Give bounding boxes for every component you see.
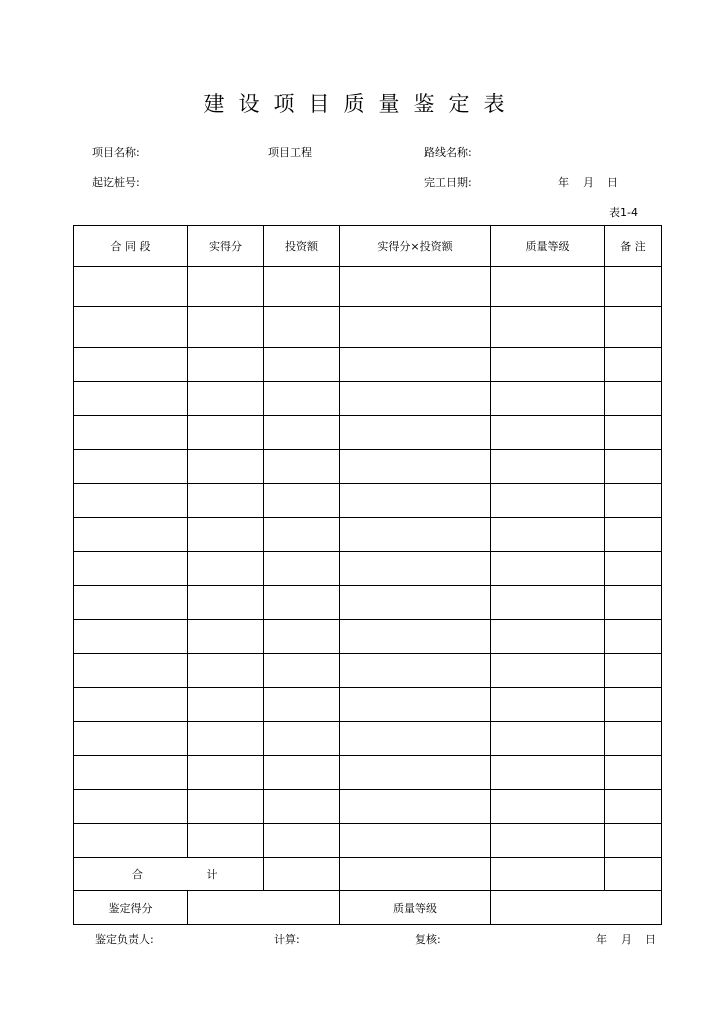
cell[interactable]: [491, 552, 605, 586]
table-row: [74, 586, 662, 620]
cell[interactable]: [188, 586, 264, 620]
cell[interactable]: [340, 450, 491, 484]
cell[interactable]: [74, 267, 188, 307]
page-title-text: 建设项目质量鉴定表: [203, 92, 519, 116]
table-row: [74, 654, 662, 688]
table-row: [74, 518, 662, 552]
cell[interactable]: [74, 382, 188, 416]
cell[interactable]: [188, 348, 264, 382]
cell[interactable]: [188, 824, 264, 858]
cell[interactable]: [605, 382, 662, 416]
cell[interactable]: [74, 586, 188, 620]
cell[interactable]: [74, 552, 188, 586]
assessment-score-value[interactable]: [188, 891, 340, 925]
cell[interactable]: [491, 688, 605, 722]
cell[interactable]: [491, 450, 605, 484]
cell[interactable]: [491, 267, 605, 307]
cell[interactable]: [74, 348, 188, 382]
cell[interactable]: [188, 552, 264, 586]
cell[interactable]: [188, 450, 264, 484]
cell[interactable]: [264, 518, 340, 552]
cell[interactable]: [74, 688, 188, 722]
table-row: [74, 824, 662, 858]
quality-assessment-table: [73, 225, 662, 925]
cell[interactable]: [264, 688, 340, 722]
cell[interactable]: [74, 824, 188, 858]
header-remarks: 备 注: [605, 226, 662, 267]
cell[interactable]: [340, 756, 491, 790]
cell[interactable]: [264, 620, 340, 654]
cell[interactable]: [491, 824, 605, 858]
cell[interactable]: [605, 348, 662, 382]
cell[interactable]: [340, 382, 491, 416]
cell[interactable]: [605, 586, 662, 620]
table-row: [74, 688, 662, 722]
cell[interactable]: [74, 654, 188, 688]
table-row: [74, 756, 662, 790]
cell[interactable]: [605, 552, 662, 586]
cell[interactable]: [188, 518, 264, 552]
cell[interactable]: [264, 722, 340, 756]
cell[interactable]: [605, 688, 662, 722]
table-row: [74, 790, 662, 824]
cell[interactable]: [340, 348, 491, 382]
cell[interactable]: [605, 620, 662, 654]
station-label: 起讫桩号:: [92, 176, 140, 189]
cell[interactable]: [188, 267, 264, 307]
date-day: 日: [607, 176, 618, 189]
cell[interactable]: [188, 484, 264, 518]
project-type-value: 项目工程: [268, 146, 312, 159]
cell[interactable]: [188, 307, 264, 348]
cell[interactable]: [74, 416, 188, 450]
cell[interactable]: [491, 484, 605, 518]
cell[interactable]: [605, 450, 662, 484]
total-label-ji: 计: [206, 868, 218, 881]
total-investment-cell[interactable]: [264, 858, 340, 891]
cell[interactable]: [74, 484, 188, 518]
assessment-grade-label: 质量等级: [340, 891, 491, 925]
table-row: [74, 450, 662, 484]
cell[interactable]: [340, 620, 491, 654]
cell[interactable]: [491, 348, 605, 382]
cell[interactable]: [340, 267, 491, 307]
total-label-cell: [74, 858, 264, 891]
total-label-he: 合: [132, 868, 143, 881]
cell[interactable]: [491, 307, 605, 348]
cell[interactable]: [340, 688, 491, 722]
cell[interactable]: [74, 450, 188, 484]
cell[interactable]: [491, 382, 605, 416]
reviewed-by-label: 复核:: [415, 933, 441, 946]
total-remarks-cell[interactable]: [605, 858, 662, 891]
cell[interactable]: [491, 586, 605, 620]
cell[interactable]: [188, 416, 264, 450]
cell[interactable]: [74, 756, 188, 790]
cell[interactable]: [605, 267, 662, 307]
cell[interactable]: [264, 348, 340, 382]
cell[interactable]: [340, 307, 491, 348]
footer-date-month: 月: [621, 933, 632, 946]
cell[interactable]: [340, 518, 491, 552]
cell[interactable]: [605, 518, 662, 552]
cell[interactable]: [340, 824, 491, 858]
cell[interactable]: [74, 307, 188, 348]
header-quality-grade: 质量等级: [491, 226, 605, 267]
cell[interactable]: [188, 722, 264, 756]
cell[interactable]: [188, 756, 264, 790]
assessment-score-label: 鉴定得分: [74, 891, 188, 925]
cell[interactable]: [491, 518, 605, 552]
cell[interactable]: [491, 722, 605, 756]
cell[interactable]: [188, 688, 264, 722]
cell[interactable]: [264, 790, 340, 824]
cell[interactable]: [491, 756, 605, 790]
completion-date-label: 完工日期:: [424, 176, 472, 189]
table-row: [74, 267, 662, 307]
cell[interactable]: [491, 620, 605, 654]
cell[interactable]: [264, 756, 340, 790]
cell[interactable]: [74, 790, 188, 824]
table-row: [74, 382, 662, 416]
total-row: [74, 858, 662, 891]
cell[interactable]: [188, 654, 264, 688]
calculated-by-label: 计算:: [274, 933, 300, 946]
header-contract-section: 合 同 段: [74, 226, 188, 267]
cell[interactable]: [340, 416, 491, 450]
table-row: [74, 416, 662, 450]
cell[interactable]: [264, 382, 340, 416]
page-title: [0, 88, 722, 118]
cell[interactable]: [264, 267, 340, 307]
cell[interactable]: [264, 654, 340, 688]
cell[interactable]: [264, 484, 340, 518]
cell[interactable]: [264, 450, 340, 484]
cell[interactable]: [605, 416, 662, 450]
cell[interactable]: [340, 654, 491, 688]
cell[interactable]: [605, 484, 662, 518]
form-number: 表1-4: [609, 206, 638, 219]
cell[interactable]: [188, 382, 264, 416]
footer-date-year: 年: [596, 933, 607, 946]
assessment-row: [74, 891, 662, 925]
header-actual-score: 实得分: [188, 226, 264, 267]
date-month: 月: [583, 176, 594, 189]
cell[interactable]: [264, 307, 340, 348]
table-header-row: [74, 226, 662, 267]
cell[interactable]: [605, 307, 662, 348]
assessment-grade-value[interactable]: [491, 891, 662, 925]
table-row: [74, 722, 662, 756]
cell[interactable]: [188, 620, 264, 654]
cell[interactable]: [340, 790, 491, 824]
cell[interactable]: [340, 722, 491, 756]
cell[interactable]: [74, 620, 188, 654]
cell[interactable]: [74, 518, 188, 552]
date-year: 年: [558, 176, 569, 189]
cell[interactable]: [264, 586, 340, 620]
cell[interactable]: [491, 416, 605, 450]
cell[interactable]: [74, 722, 188, 756]
header-score-times-investment: 实得分×投资额: [340, 226, 491, 267]
footer-date-day: 日: [645, 933, 656, 946]
cell[interactable]: [264, 552, 340, 586]
cell[interactable]: [605, 722, 662, 756]
table-row: [74, 484, 662, 518]
responsible-person-label: 鉴定负责人:: [95, 933, 154, 946]
route-name-label: 路线名称:: [424, 146, 472, 159]
cell[interactable]: [188, 790, 264, 824]
total-grade-cell[interactable]: [491, 858, 605, 891]
cell[interactable]: [491, 654, 605, 688]
table-row: [74, 552, 662, 586]
cell[interactable]: [340, 552, 491, 586]
table-row: [74, 307, 662, 348]
cell[interactable]: [491, 790, 605, 824]
table-row: [74, 348, 662, 382]
table-row: [74, 620, 662, 654]
cell[interactable]: [605, 654, 662, 688]
project-name-label: 项目名称:: [92, 146, 140, 159]
cell[interactable]: [264, 416, 340, 450]
total-product-cell[interactable]: [340, 858, 491, 891]
cell[interactable]: [340, 484, 491, 518]
cell[interactable]: [605, 756, 662, 790]
cell[interactable]: [605, 790, 662, 824]
cell[interactable]: [340, 586, 491, 620]
cell[interactable]: [264, 824, 340, 858]
cell[interactable]: [605, 824, 662, 858]
header-investment: 投资额: [264, 226, 340, 267]
